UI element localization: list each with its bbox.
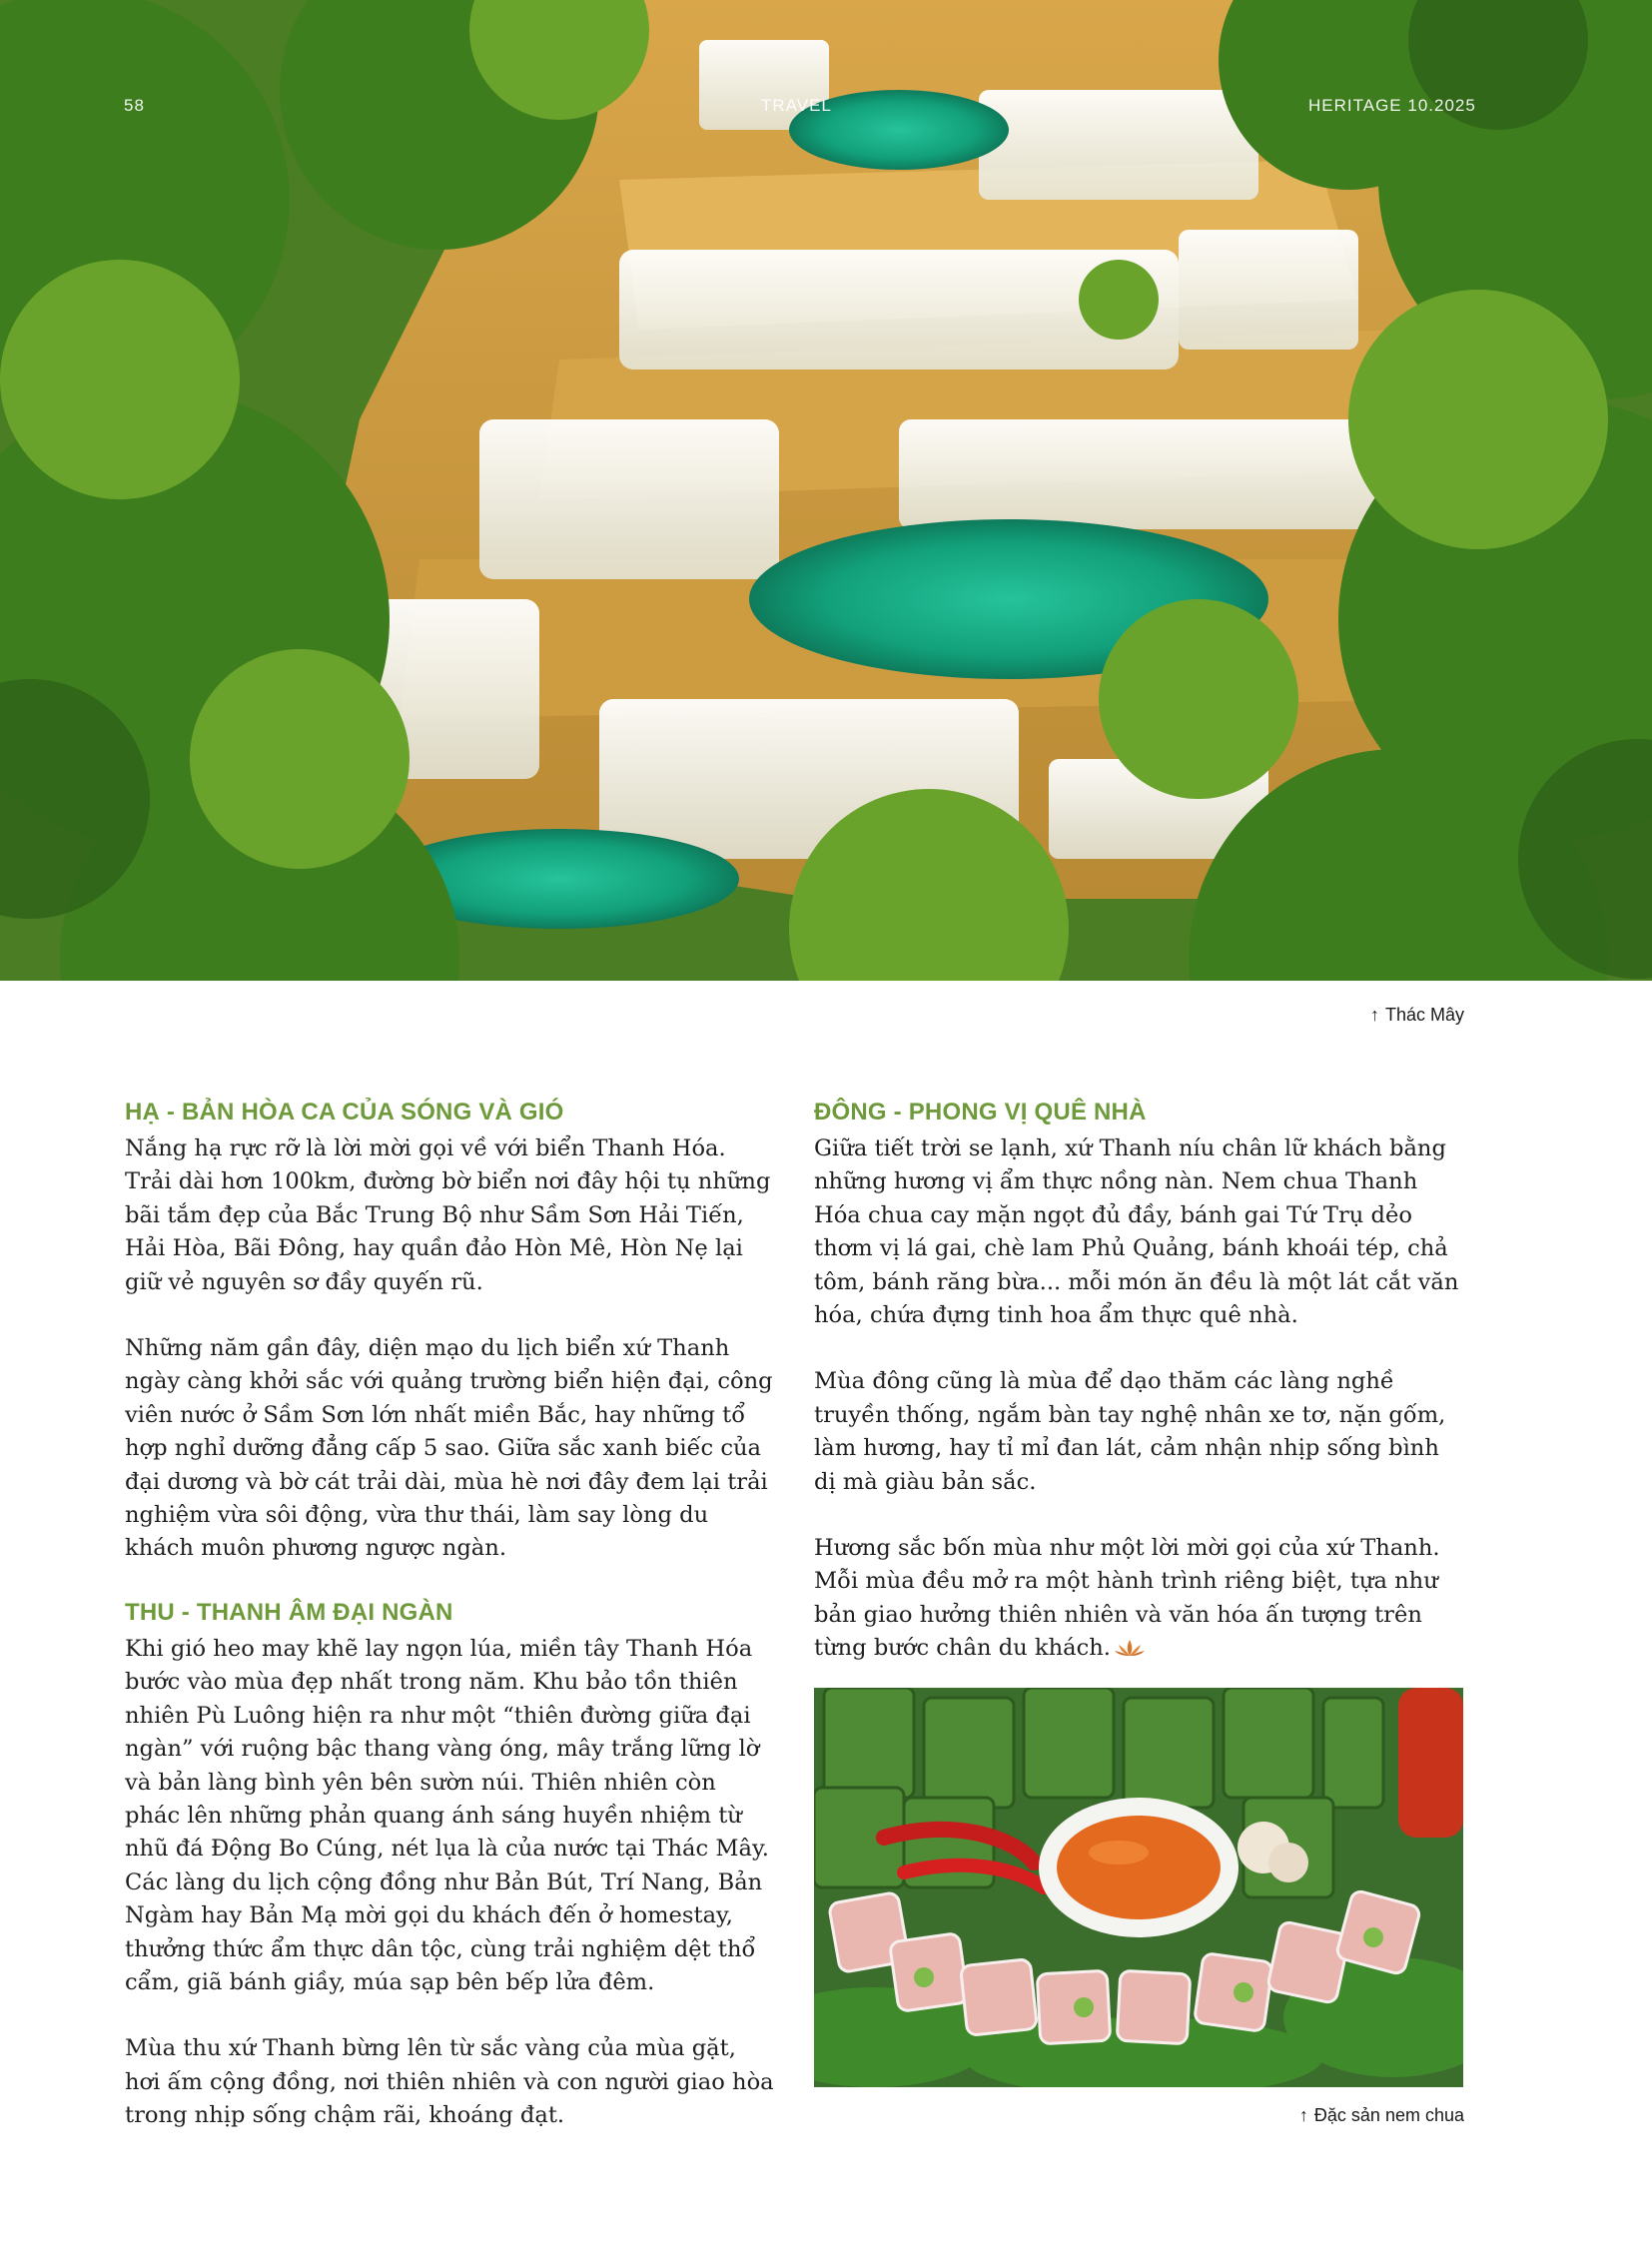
food-photo-nem-chua [814,1688,1463,2087]
hero-caption-text: Thác Mây [1384,1005,1464,1025]
section-heading-summer: HẠ - BẢN HÒA CA CỦA SÓNG VÀ GIÓ [125,1099,564,1125]
paragraph-closing [814,1532,1463,1666]
page-number: 58 [124,96,145,115]
lotus-icon [1115,1638,1145,1658]
hero-photo-waterfall [0,0,1652,981]
paragraph: Khi gió heo may khẽ lay ngọn lúa, miền tây Thanh Hóa bước vào mùa đẹp nhất trong năm. Khu bảo tồn thiên nhiên Pù Luông hiện ra như một “thiên đường giữa đại ngàn” với ruộng bậc thang vàng óng, mây trắng lững lờ và bản làng bình yên bên sườn núi. Thiên nhiên còn phác lên những phản quang ánh sáng huyền nhiệm từ nhũ đá Động Bo Cúng, nét lụa là của nước tại Thác Mây. Các làng du lịch cộng đồng như Bản Bút, Trí Nang, Bản Ngàm hay Bản Mạ mời gọi du khách đến ở homestay, thưởng thức ẩm thực dân tộc, cùng trải nghiệm dệt thổ cẩm, giã bánh giầy, múa sạp bên bếp lửa đêm. [125,1635,769,1995]
hero-caption [1370,1005,1464,1026]
article-column-left [125,1099,774,2133]
paragraph: Mùa đông cũng là mùa để dạo thăm các làng nghề truyền thống, ngắm bàn tay nghệ nhân xe tơ, nặn gốm, làm hương, hay tỉ mỉ đan lát, cảm nhận nhịp sống bình dị mà giàu bản sắc. [814,1368,1446,1495]
paragraph: Nắng hạ rực rỡ là lời mời gọi về với biển Thanh Hóa. Trải dài hơn 100km, đường bờ biển nơi đây hội tụ những bãi tắm đẹp của Bắc Trung Bộ như Sầm Sơn Hải Tiến, Hải Hòa, Bãi Đông, hay quần đảo Hòn Mê, Hòn Nẹ lại giữ vẻ nguyên sơ đầy quyến rũ. [125,1135,771,1295]
arrow-up-icon: ↑ [1369,1005,1379,1025]
paragraph: Mùa thu xứ Thanh bừng lên từ sắc vàng của mùa gặt, hơi ấm cộng đồng, nơi thiên nhiên và con người giao hòa trong nhịp sống chậm rãi, khoáng đạt. [125,2035,774,2129]
food-caption [1299,2105,1464,2126]
section-heading-autumn: THU - THANH ÂM ĐẠI NGÀN [125,1598,453,1626]
waterfall-illustration [0,0,1652,981]
paragraph: Giữa tiết trời se lạnh, xứ Thanh níu chân lữ khách bằng những hương vị ẩm thực nồng nàn. Nem chua Thanh Hóa chua cay mặn ngọt đủ đầy, bánh gai Tứ Trụ dẻo thơm vị lá gai, chè lam Phủ Quảng, bánh khoái tép, chả tôm, bánh răng bừa... mỗi món ăn đều là một lát cắt văn hóa, chứa đựng tinh hoa ẩm thực quê nhà. [814,1135,1459,1329]
arrow-up-icon: ↑ [1298,2105,1308,2125]
section-heading-winter: ĐÔNG - PHONG VỊ QUÊ NHÀ [814,1099,1147,1125]
paragraph-closing-text: Hương sắc bốn mùa như một lời mời gọi của xứ Thanh. Mỗi mùa đều mở ra một hành trình riêng biệt, tựa như bản giao hưởng thiên nhiên và văn hóa ấn tượng trên từng bước chân du khách. [814,1535,1440,1662]
article-column-right [814,1099,1463,1666]
paragraph: Những năm gần đây, diện mạo du lịch biển xứ Thanh ngày càng khởi sắc với quảng trường biển hiện đại, công viên nước ở Sầm Sơn lớn nhất miền Bắc, hay những tổ hợp nghỉ dưỡng đẳng cấp 5 sao. Giữa sắc xanh biếc của đại dương và bờ cát trải dài, mùa hè nơi đây đem lại trải nghiệm vừa sôi động, vừa thư thái, làm say lòng du khách muôn phương ngược ngàn. [125,1335,773,1562]
nem-chua-illustration [814,1688,1463,2087]
issue-label: HERITAGE 10.2025 [1308,96,1476,115]
section-label: TRAVEL [761,96,832,115]
food-caption-text: Đặc sản nem chua [1313,2105,1464,2125]
